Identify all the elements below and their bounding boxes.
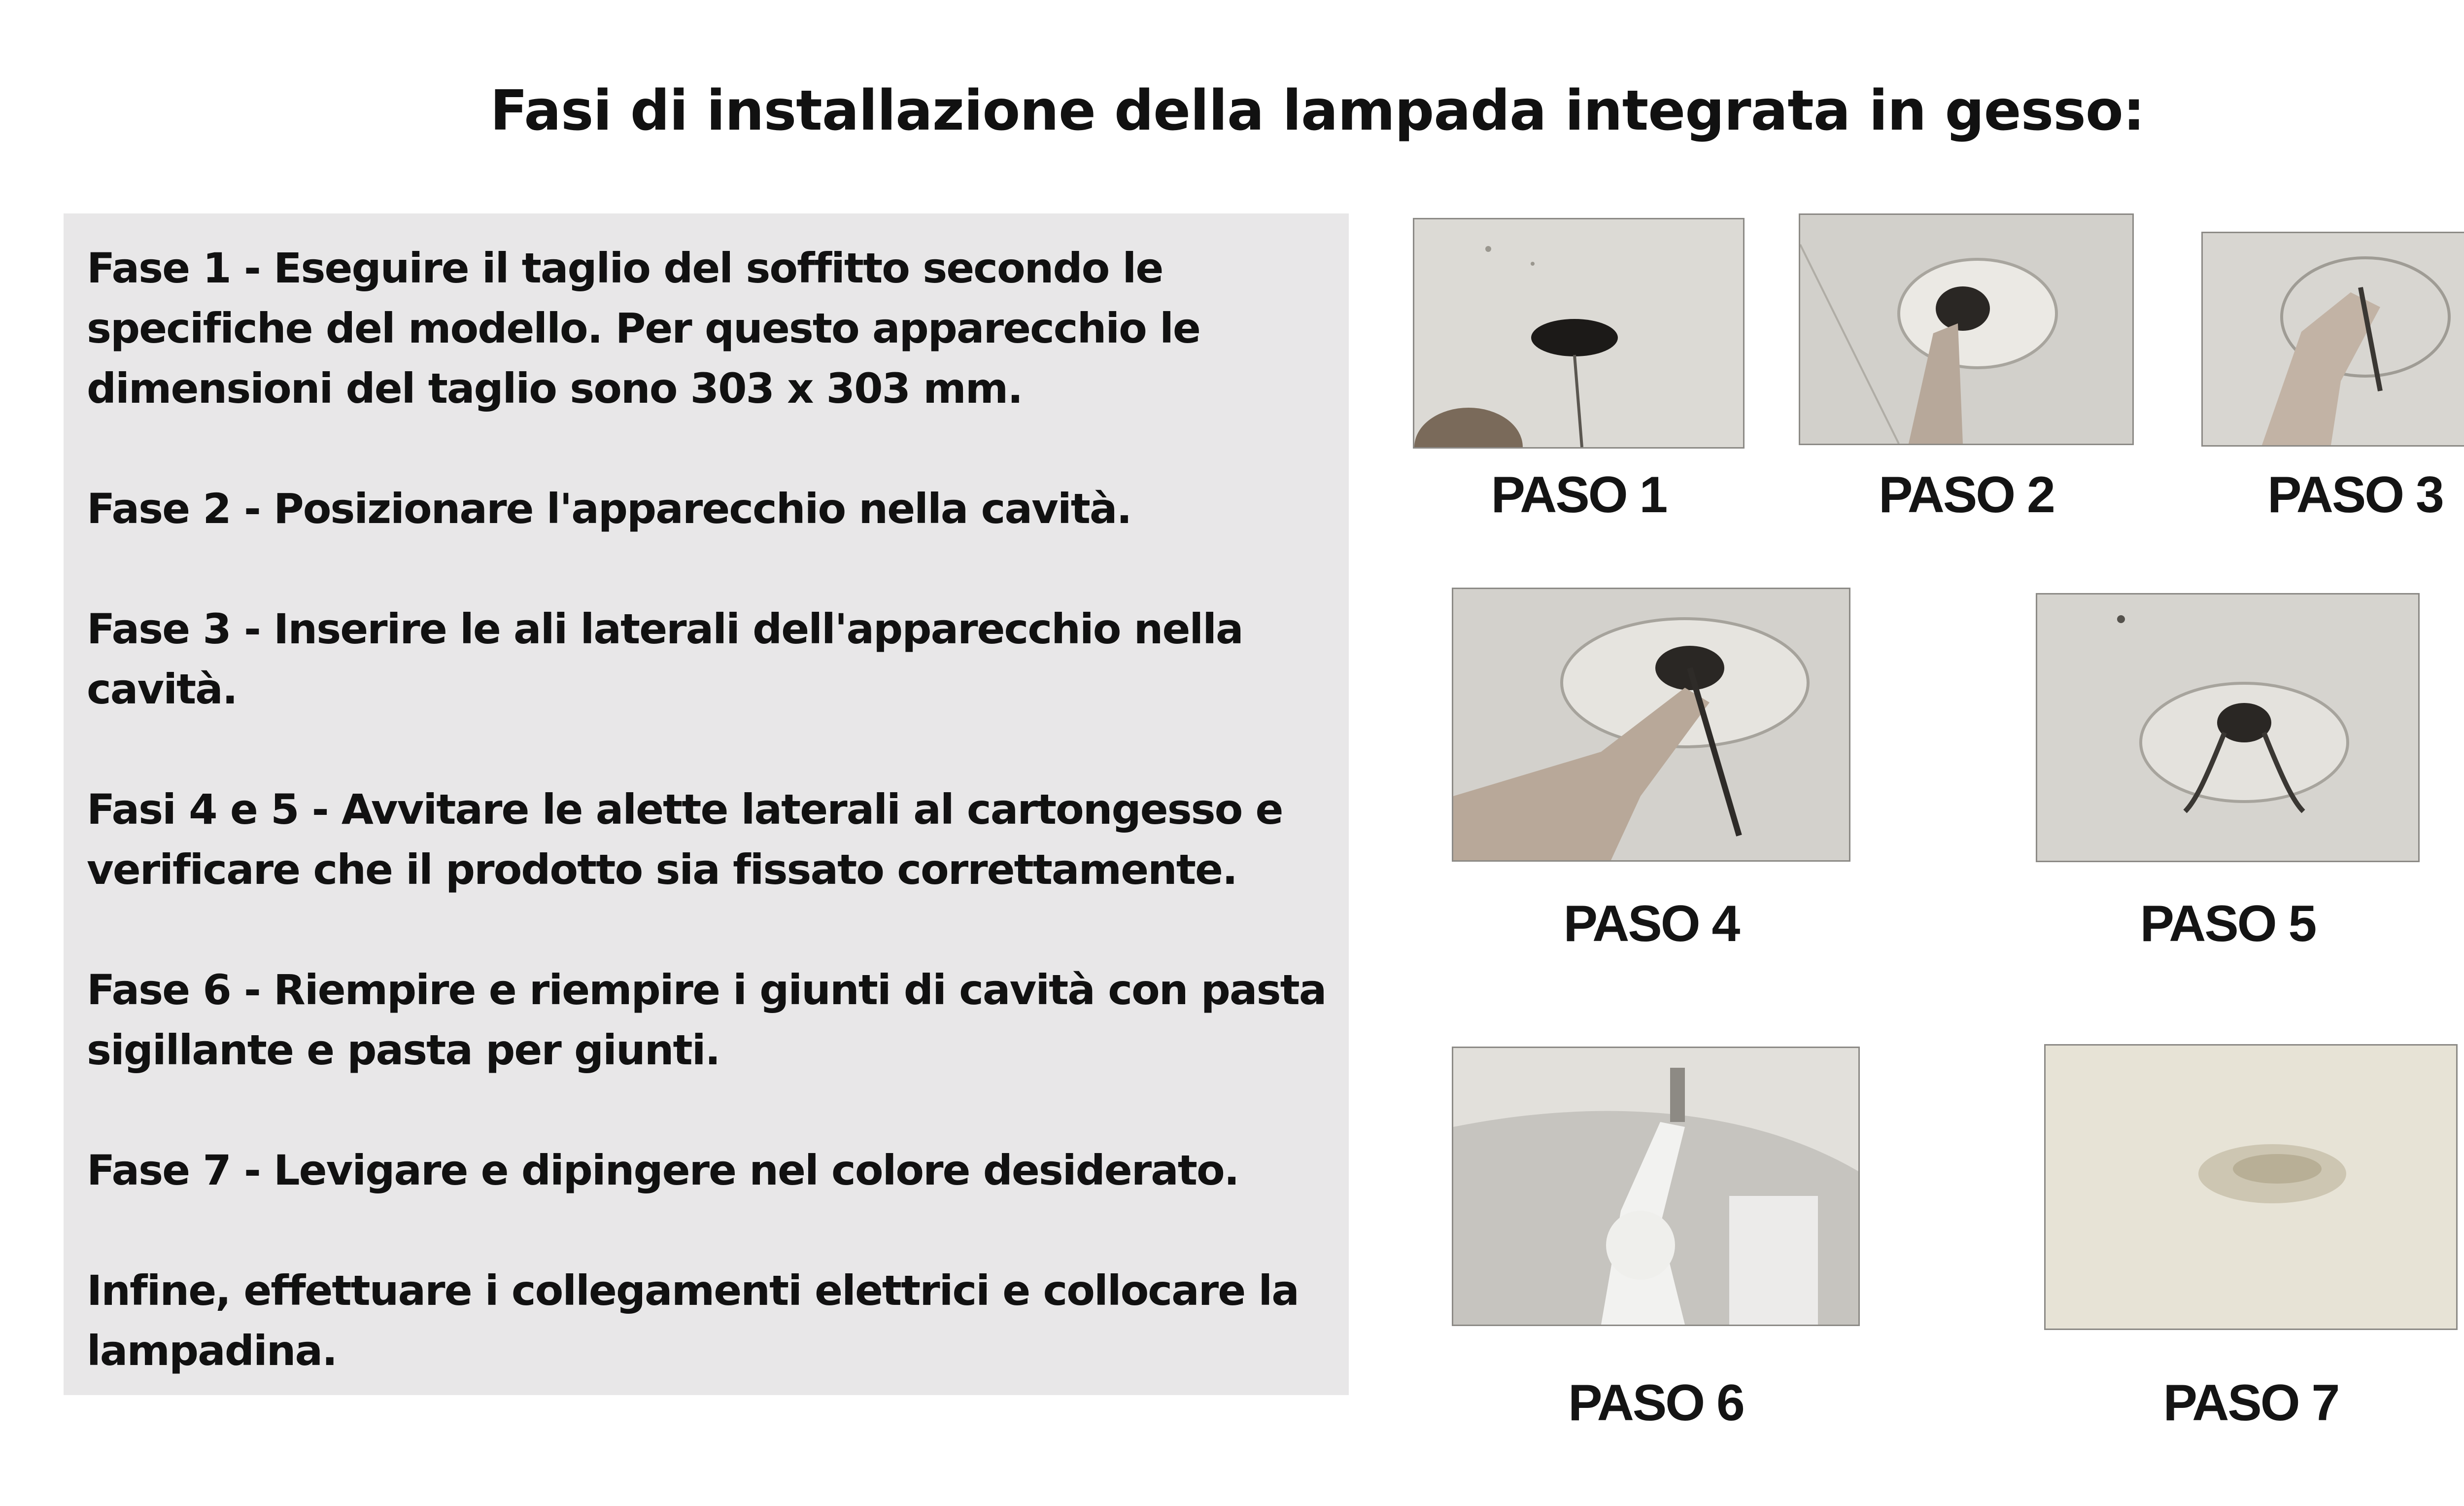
paso-5-label: PASO 5 <box>2140 895 2316 952</box>
screwing-wings-photo <box>1452 588 1850 862</box>
fixture-insert-photo <box>1799 213 2134 445</box>
paso-3-label: PASO 3 <box>2267 466 2443 524</box>
paso-1-label: PASO 1 <box>1491 466 1667 524</box>
step-4-5-text: Fasi 4 e 5 - Avvitare le alette laterali al cartongesso e verificare che il prodotto sia fissato correttamente. <box>87 785 1283 894</box>
paso-4-label: PASO 4 <box>1563 895 1739 952</box>
step-2-text: Fase 2 - Posizionare l'apparecchio nella cavità. <box>87 485 1131 533</box>
finished-ceiling-photo <box>2044 1044 2458 1330</box>
final-step-text: Infine, effettuare i collegamenti elettrici e collocare la lampadina. <box>87 1266 1299 1375</box>
paso-7-label: PASO 7 <box>2163 1374 2339 1432</box>
step-3-text: Fase 3 - Inserire le ali laterali dell'apparecchio nella cavità. <box>87 605 1243 713</box>
step-6-text: Fase 6 - Riempire e riempire i giunti di cavità con pasta sigillante e pasta per giunti. <box>87 966 1326 1074</box>
paso-6-label: PASO 6 <box>1568 1374 1744 1432</box>
step-1-text: Fase 1 - Eseguire il taglio del soffitto secondo le specifiche del modello. Per questo apparecchio le dimensioni del taglio sono 303 x 303 mm. <box>87 244 1200 413</box>
ceiling-hole-photo <box>1413 218 1745 449</box>
wing-insert-photo <box>2201 232 2464 447</box>
page-title: Fasi di installazione della lampada integrata in gesso: <box>490 79 2145 143</box>
fixture-fixed-photo <box>2036 593 2420 862</box>
step-7-text: Fase 7 - Levigare e dipingere nel colore desiderato. <box>87 1146 1239 1194</box>
filling-joints-photo <box>1452 1047 1860 1326</box>
instructions-panel <box>64 213 1349 1395</box>
paso-2-label: PASO 2 <box>1879 466 2054 524</box>
